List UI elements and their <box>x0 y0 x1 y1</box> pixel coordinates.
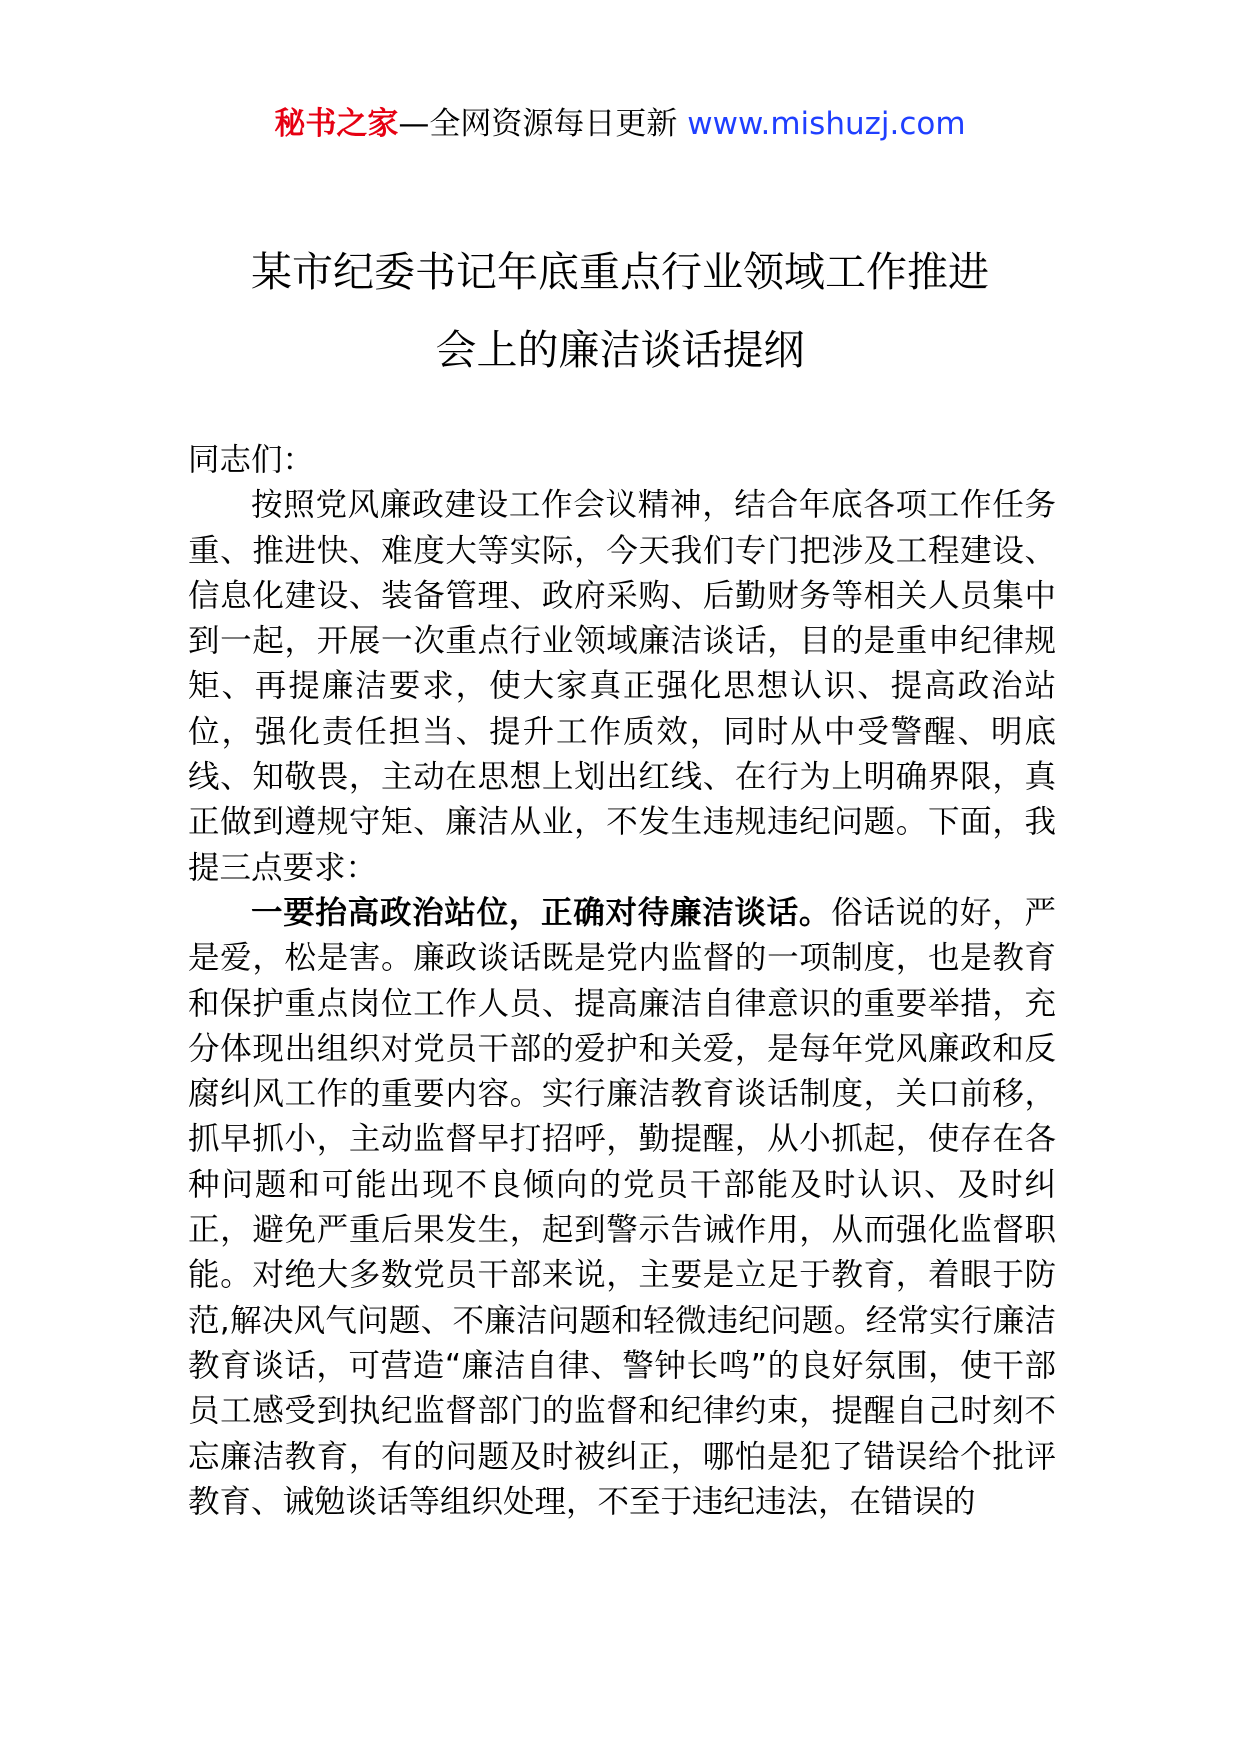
brand-name: 秘书之家 <box>274 106 399 142</box>
title-line-2: 会上的廉洁谈话提纲 <box>435 326 805 374</box>
paragraph-point-1 <box>188 891 1056 1525</box>
document-body <box>188 438 1056 1525</box>
header-tagline: —全网资源每日更新 <box>398 106 688 142</box>
site-header <box>0 100 1240 148</box>
salutation: 同志们： <box>188 442 315 478</box>
document-title <box>150 233 1090 389</box>
paragraph-intro: 按照党风廉政建设工作会议精神，结合年底各项工作任务重、推进快、难度大等实际，今天我们专门把涉及工程建设、信息化建设、装备管理、政府采购、后勤财务等相关人员集中到一起，开展一次重点行业领域廉洁谈话，目的是重申纪律规矩、再提廉洁要求，使大家真正强化思想认识、提高政治站位，强化责任担当、提升工作质效，同时从中受警醒、明底线、知敬畏，主动在思想上划出红线、在行为上明确界限，真正做到遵规守矩、廉洁从业，不发生违规违纪问题。下面，我提三点要求： <box>188 487 1056 886</box>
point-1-body: 俗话说的好，严是爱，松是害。廉政谈话既是党内监督的一项制度，也是教育和保护重点岗位工作人员、提高廉洁自律意识的重要举措，充分体现出组织对党员干部的爱护和关爱，是每年党风廉政和反腐纠风工作的重要内容。实行廉洁教育谈话制度，关口前移，抓早抓小，主动监督早打招呼，勤提醒，从小抓起，使存在各种问题和可能出现不良倾向的党员干部能及时认识、及时纠正，避免严重后果发生，起到警示告诫作用，从而强化监督职能。对绝大多数党员干部来说，主要是立足于教育，着眼于防范,解决风气问题、不廉洁问题和轻微违纪问题。经常实行廉洁教育谈话，可营造“廉洁自律、警钟长鸣”的良好氛围，使干部员工感受到执纪监督部门的监督和纪律约束，提醒自己时刻不忘廉洁教育，有的问题及时被纠正，哪怕是犯了错误给个批评教育、诫勉谈话等组织处理，不至于违纪违法，在错误的 <box>188 894 1056 1520</box>
title-line-1: 某市纪委书记年底重点行业领域工作推进 <box>251 248 989 296</box>
point-1-heading: 一要抬高政治站位，正确对待廉洁谈话。 <box>251 894 832 931</box>
site-url-link[interactable]: www.mishuzj.com <box>687 106 966 142</box>
